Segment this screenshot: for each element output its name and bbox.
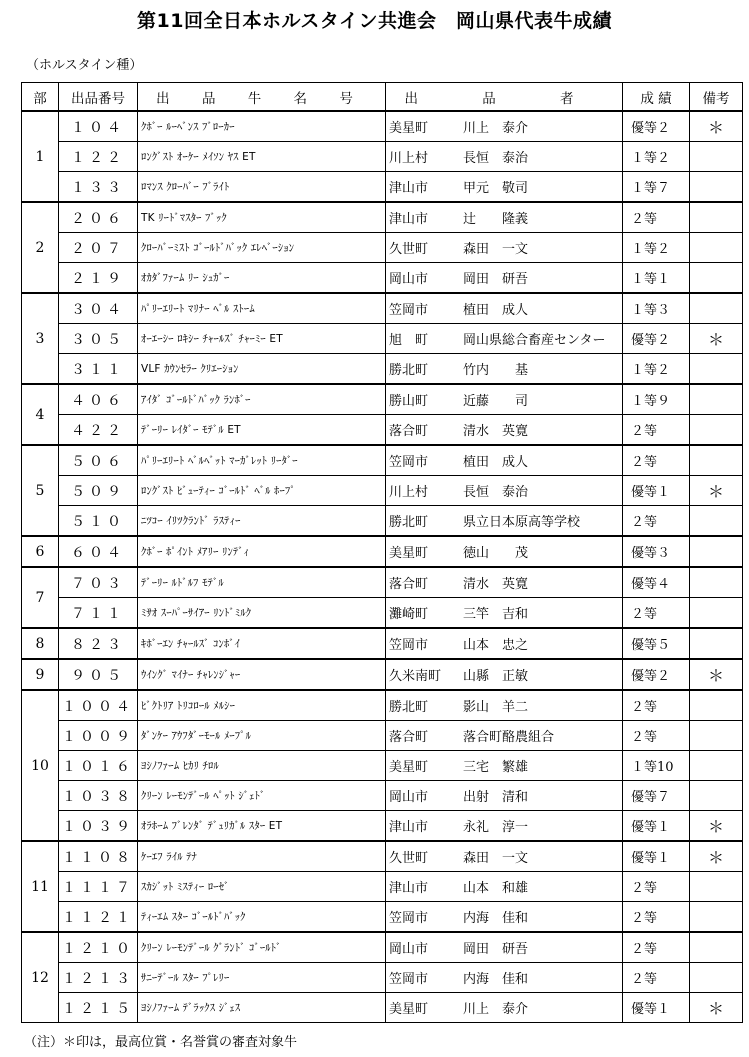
remarks-mark (690, 536, 743, 567)
cow-name: ﾊﾟﾘｰｴﾘｰﾄ ﾏﾘﾅｰ ﾍﾞﾙ ｽﾄｰﾑ (138, 293, 386, 324)
remarks-mark: ＊ (690, 659, 743, 690)
entry-number: １２１０ (59, 932, 138, 963)
entry-number: ７０３ (59, 567, 138, 598)
table-row (22, 142, 743, 172)
result: 優等４ (623, 567, 690, 598)
exhibitor-name: 川上 泰介 (463, 1002, 529, 1017)
exhibitor-town: 川上村 (389, 485, 429, 500)
exhibitor-name: 三竿 吉和 (463, 607, 529, 622)
exhibitor-name: 川上 泰介 (463, 121, 529, 136)
exhibitor-town: 落合町 (389, 730, 429, 745)
cow-name: ｸﾘｰﾝ ﾚｰﾓﾝﾃﾞｰﾙ ﾍﾟｯﾄ ｼﾞｪﾄﾞ (138, 781, 386, 811)
cow-name: ﾃﾞｰﾘｰ ﾙﾄﾞﾙﾌ ﾓﾃﾞﾙ (138, 567, 386, 598)
section-number: 6 (22, 536, 59, 567)
table-row (22, 384, 743, 415)
cow-name: ｻﾆｰﾃﾞｰﾙ ｽﾀｰ ﾌﾟﾚﾘｰ (138, 963, 386, 993)
remarks-mark (690, 963, 743, 993)
remarks-mark: ＊ (690, 476, 743, 506)
result: １等９ (623, 384, 690, 415)
entry-number: ５０６ (59, 445, 138, 476)
table-header-row (22, 83, 743, 112)
cow-name: ﾃｨｰｴﾑ ｽﾀｰ ｺﾞｰﾙﾄﾞﾊﾞｯｸ (138, 902, 386, 933)
entry-number: １０１６ (59, 751, 138, 781)
exhibitor-name: 甲元 敬司 (463, 181, 529, 196)
remarks-mark (690, 354, 743, 385)
exhibitor (386, 902, 623, 933)
exhibitor-town: 落合町 (389, 424, 429, 439)
section-number: 3 (22, 293, 59, 384)
remarks-mark (690, 567, 743, 598)
result: 優等７ (623, 781, 690, 811)
table-body (22, 111, 743, 1023)
cow-name: ﾛﾝｸﾞｽﾄ ﾋﾞｭｰﾃｨｰ ｺﾞｰﾙﾄﾞ ﾍﾞﾙ ﾎｰﾌﾟ (138, 476, 386, 506)
breed-subtitle: （ホルスタイン種） (26, 58, 143, 73)
entry-number: １２１５ (59, 993, 138, 1023)
result: １等２ (623, 233, 690, 263)
exhibitor-town: 美星町 (389, 760, 429, 775)
cow-name: ｸﾎﾞｰ ﾙｰﾍﾞﾝｽ ﾌﾞﾛｰｶｰ (138, 111, 386, 142)
result: ２等 (623, 872, 690, 902)
entry-number: １０４ (59, 111, 138, 142)
entry-number: ４０６ (59, 384, 138, 415)
result: 優等１ (623, 841, 690, 872)
remarks-mark: ＊ (690, 811, 743, 842)
section-number: 10 (22, 690, 59, 841)
exhibitor-name: 内海 佳和 (463, 911, 529, 926)
result: ２等 (623, 506, 690, 537)
remarks-mark (690, 445, 743, 476)
entry-number: ４２２ (59, 415, 138, 446)
exhibitor-name: 近藤 司 (463, 394, 529, 409)
table-row (22, 628, 743, 659)
exhibitor-name: 清水 英寛 (463, 424, 529, 439)
exhibitor (386, 324, 623, 354)
exhibitor (386, 751, 623, 781)
result: ２等 (623, 721, 690, 751)
remarks-mark (690, 781, 743, 811)
exhibitor (386, 721, 623, 751)
exhibitor-name: 長恒 泰治 (463, 151, 529, 166)
remarks-mark (690, 751, 743, 781)
cow-name: ﾛﾏﾝｽ ｸﾛｰﾊﾞｰ ﾌﾞﾗｲﾄ (138, 172, 386, 203)
table-row (22, 445, 743, 476)
table-row (22, 476, 743, 506)
remarks-mark (690, 628, 743, 659)
exhibitor (386, 628, 623, 659)
table-row (22, 202, 743, 233)
result: 優等２ (623, 659, 690, 690)
exhibitor-name: 岡山県総合畜産センター (463, 333, 606, 348)
table-row (22, 293, 743, 324)
exhibitor (386, 142, 623, 172)
exhibitor-name: 徳山 茂 (463, 546, 529, 561)
exhibitor (386, 872, 623, 902)
exhibitor (386, 598, 623, 629)
result: ２等 (623, 202, 690, 233)
exhibitor-name: 県立日本原高等学校 (463, 515, 581, 530)
exhibitor-name: 山本 和雄 (463, 881, 529, 896)
results-table (21, 82, 743, 1023)
cow-name: ｵｰｴｰｼｰ ﾛｷｼｰ ﾁｬｰﾙｽﾞ ﾁｬｰﾐｰ ET (138, 324, 386, 354)
remarks-mark (690, 263, 743, 294)
exhibitor-name: 山縣 正敏 (463, 669, 529, 684)
result: ２等 (623, 932, 690, 963)
entry-number: １００９ (59, 721, 138, 751)
exhibitor-town: 勝山町 (389, 394, 429, 409)
remarks-mark (690, 172, 743, 203)
exhibitor-name: 森田 一文 (463, 851, 529, 866)
entry-number: １２２ (59, 142, 138, 172)
exhibitor-name: 影山 羊二 (463, 700, 529, 715)
header-result: 成 績 (623, 83, 690, 112)
cow-name: ﾀﾞﾝｹｰ ｱｳﾌﾀﾞｰﾓｰﾙ ﾒｰﾌﾟﾙ (138, 721, 386, 751)
entry-number: １３３ (59, 172, 138, 203)
exhibitor (386, 506, 623, 537)
exhibitor (386, 567, 623, 598)
exhibitor-town: 久米南町 (389, 669, 442, 684)
remarks-mark (690, 872, 743, 902)
exhibitor-town: 笠岡市 (389, 303, 429, 318)
entry-number: １０３９ (59, 811, 138, 842)
exhibitor-town: 笠岡市 (389, 638, 429, 653)
exhibitor (386, 659, 623, 690)
exhibitor (386, 263, 623, 294)
table-row (22, 690, 743, 721)
exhibitor (386, 293, 623, 324)
table-row (22, 415, 743, 446)
exhibitor-name: 出射 清和 (463, 790, 529, 805)
cow-name: ﾃﾞｰﾘｰ ﾚｲﾀﾞｰ ﾓﾃﾞﾙ ET (138, 415, 386, 446)
entry-number: ５０９ (59, 476, 138, 506)
exhibitor-town: 久世町 (389, 851, 429, 866)
table-row (22, 659, 743, 690)
exhibitor-name: 三宅 繁雄 (463, 760, 529, 775)
result: 優等２ (623, 324, 690, 354)
exhibitor-town: 岡山市 (389, 942, 429, 957)
exhibitor-town: 笠岡市 (389, 911, 429, 926)
exhibitor-town: 岡山市 (389, 790, 429, 805)
exhibitor (386, 963, 623, 993)
exhibitor-town: 勝北町 (389, 363, 429, 378)
remarks-mark (690, 506, 743, 537)
exhibitor (386, 536, 623, 567)
table-row (22, 781, 743, 811)
entry-number: １１２１ (59, 902, 138, 933)
result: １等10 (623, 751, 690, 781)
exhibitor-town: 勝北町 (389, 700, 429, 715)
header-entry-number: 出品番号 (59, 83, 138, 112)
exhibitor-name: 植田 成人 (463, 455, 529, 470)
result: １等７ (623, 172, 690, 203)
result: １等２ (623, 354, 690, 385)
remarks-mark (690, 598, 743, 629)
result: ２等 (623, 415, 690, 446)
cow-name: ｸﾛｰﾊﾞｰﾐｽﾄ ｺﾞｰﾙﾄﾞﾊﾞｯｸ ｴﾚﾍﾞｰｼｮﾝ (138, 233, 386, 263)
exhibitor-name: 山本 忠之 (463, 638, 529, 653)
exhibitor (386, 932, 623, 963)
result: 優等１ (623, 993, 690, 1023)
remarks-mark (690, 932, 743, 963)
footnote: （注）＊印は，最高位賞・名誉賞の審査対象牛 (24, 1035, 298, 1050)
entry-number: １００４ (59, 690, 138, 721)
section-number: 11 (22, 841, 59, 932)
header-remarks: 備考 (690, 83, 743, 112)
table-row (22, 567, 743, 598)
exhibitor-name: 森田 一文 (463, 242, 529, 257)
exhibitor-town: 勝北町 (389, 515, 429, 530)
exhibitor-town: 津山市 (389, 881, 429, 896)
exhibitor (386, 233, 623, 263)
exhibitor (386, 690, 623, 721)
exhibitor-town: 川上村 (389, 151, 429, 166)
exhibitor-town: 岡山市 (389, 272, 429, 287)
exhibitor (386, 384, 623, 415)
cow-name: ｸﾘｰﾝ ﾚｰﾓﾝﾃﾞｰﾙ ｸﾞﾗﾝﾄﾞ ｺﾞｰﾙﾄﾞ (138, 932, 386, 963)
remarks-mark (690, 415, 743, 446)
remarks-mark (690, 142, 743, 172)
header-bu: 部 (22, 83, 59, 112)
cow-name: ｸﾎﾞｰ ﾎﾟｲﾝﾄ ﾒｱﾘｰ ﾘﾝﾃﾞｨ (138, 536, 386, 567)
exhibitor-town: 落合町 (389, 577, 429, 592)
remarks-mark (690, 721, 743, 751)
entry-number: １０３８ (59, 781, 138, 811)
exhibitor (386, 445, 623, 476)
entry-number: ５１０ (59, 506, 138, 537)
exhibitor-name: 落合町酪農組合 (463, 730, 555, 745)
table-row (22, 506, 743, 537)
exhibitor (386, 811, 623, 842)
result: ２等 (623, 690, 690, 721)
cow-name: ｳｲﾝｸﾞ ﾏｲﾅｰ ﾁｬﾚﾝｼﾞｬｰ (138, 659, 386, 690)
entry-number: １２１３ (59, 963, 138, 993)
section-number: 9 (22, 659, 59, 690)
table-row (22, 111, 743, 142)
cow-name: ﾛﾝｸﾞｽﾄ ｵｰｹｰ ﾒｲｿﾝ ﾔｽ ET (138, 142, 386, 172)
entry-number: １１１７ (59, 872, 138, 902)
entry-number: ２０６ (59, 202, 138, 233)
table-row (22, 963, 743, 993)
result: 優等２ (623, 111, 690, 142)
exhibitor-name: 長恒 泰治 (463, 485, 529, 500)
cow-name: ﾆﾂｺｰ ｲﾘﾂｸﾗﾝﾄﾞ ﾗｽﾃｨｰ (138, 506, 386, 537)
section-number: 2 (22, 202, 59, 293)
table-row (22, 902, 743, 933)
exhibitor-town: 笠岡市 (389, 455, 429, 470)
remarks-mark: ＊ (690, 324, 743, 354)
remarks-mark: ＊ (690, 111, 743, 142)
entry-number: ８２３ (59, 628, 138, 659)
exhibitor (386, 354, 623, 385)
section-number: 7 (22, 567, 59, 628)
entry-number: ２１９ (59, 263, 138, 294)
result: １等３ (623, 293, 690, 324)
exhibitor (386, 781, 623, 811)
table-row (22, 993, 743, 1023)
page-title: 第11回全日本ホルスタイン共進会 岡山県代表牛成績 (137, 10, 612, 32)
result: １等１ (623, 263, 690, 294)
remarks-mark (690, 690, 743, 721)
entry-number: ３０４ (59, 293, 138, 324)
exhibitor-name: 辻 隆義 (463, 212, 529, 227)
exhibitor-name: 内海 佳和 (463, 972, 529, 987)
exhibitor-name: 岡田 研吾 (463, 942, 529, 957)
remarks-mark (690, 384, 743, 415)
table-row (22, 233, 743, 263)
exhibitor-town: 旭 町 (389, 333, 429, 348)
table-row (22, 841, 743, 872)
exhibitor-name: 清水 英寛 (463, 577, 529, 592)
section-number: 8 (22, 628, 59, 659)
cow-name: ｱｲﾀﾞ ｺﾞｰﾙﾄﾞﾊﾞｯｸ ﾗﾝﾎﾞｰ (138, 384, 386, 415)
cow-name: ﾊﾟﾘｰｴﾘｰﾄ ﾍﾞﾙﾍﾞｯﾄ ﾏｰｶﾞﾚｯﾄ ﾘｰﾀﾞｰ (138, 445, 386, 476)
exhibitor-town: 久世町 (389, 242, 429, 257)
cow-name: ﾖｼﾉﾌｧｰﾑ ﾃﾞﾗｯｸｽ ｼﾞｪｽ (138, 993, 386, 1023)
remarks-mark (690, 202, 743, 233)
exhibitor-name: 竹内 基 (463, 363, 529, 378)
remarks-mark (690, 233, 743, 263)
entry-number: ２０７ (59, 233, 138, 263)
exhibitor (386, 841, 623, 872)
table-row (22, 354, 743, 385)
table-row (22, 932, 743, 963)
result: ２等 (623, 598, 690, 629)
cow-name: ｽｶｼﾞｯﾄ ﾐｽﾃｨｰ ﾛｰｾﾞ (138, 872, 386, 902)
header-exhibitor: 出 品 者 (386, 83, 623, 112)
table-row (22, 172, 743, 203)
table-row (22, 598, 743, 629)
exhibitor-town: 美星町 (389, 1002, 429, 1017)
exhibitor-town: 美星町 (389, 546, 429, 561)
cow-name: TK ﾘｰﾄﾞﾏｽﾀｰ ﾌﾞｯｸ (138, 202, 386, 233)
entry-number: ３１１ (59, 354, 138, 385)
entry-number: １１０８ (59, 841, 138, 872)
result: 優等３ (623, 536, 690, 567)
section-number: 1 (22, 111, 59, 202)
cow-name: ﾋﾞｸﾄﾘｱ ﾄﾘｺﾛｰﾙ ﾒﾙｼｰ (138, 690, 386, 721)
table-row (22, 263, 743, 294)
remarks-mark: ＊ (690, 993, 743, 1023)
table-row (22, 872, 743, 902)
result: １等２ (623, 142, 690, 172)
table-row (22, 751, 743, 781)
table-row (22, 721, 743, 751)
table-row (22, 324, 743, 354)
table-row (22, 811, 743, 842)
result: ２等 (623, 902, 690, 933)
cow-name: ｹｰｴﾌ ﾗｲﾙ ﾃﾅ (138, 841, 386, 872)
section-number: 12 (22, 932, 59, 1023)
exhibitor (386, 172, 623, 203)
remarks-mark: ＊ (690, 841, 743, 872)
exhibitor-town: 美星町 (389, 121, 429, 136)
section-number: 4 (22, 384, 59, 445)
cow-name: ﾐｻｵ ｽｰﾊﾟｰｻｲｱｰ ﾘﾝﾄﾞﾐﾙｸ (138, 598, 386, 629)
result: ２等 (623, 963, 690, 993)
exhibitor-name: 岡田 研吾 (463, 272, 529, 287)
cow-name: ﾖｼﾉﾌｧｰﾑ ﾋｶﾘ ﾁﾛﾙ (138, 751, 386, 781)
exhibitor-name: 永礼 淳一 (463, 820, 529, 835)
section-number: 5 (22, 445, 59, 536)
exhibitor (386, 993, 623, 1023)
entry-number: ７１１ (59, 598, 138, 629)
result: ２等 (623, 445, 690, 476)
cow-name: ｵｶﾀﾞﾌｧｰﾑ ﾘｰ ｼｭｶﾞｰ (138, 263, 386, 294)
result: 優等５ (623, 628, 690, 659)
result: 優等１ (623, 476, 690, 506)
exhibitor (386, 476, 623, 506)
table-row (22, 536, 743, 567)
exhibitor-town: 津山市 (389, 820, 429, 835)
entry-number: ３０５ (59, 324, 138, 354)
cow-name: ｵﾗﾎｰﾑ ﾌﾞﾚﾝﾀﾞ ﾃﾞｭﾘｶﾞﾙ ｽﾀｰ ET (138, 811, 386, 842)
exhibitor-town: 灘崎町 (389, 607, 429, 622)
exhibitor-name: 植田 成人 (463, 303, 529, 318)
exhibitor-town: 笠岡市 (389, 972, 429, 987)
exhibitor-town: 津山市 (389, 212, 429, 227)
header-cow-name: 出 品 牛 名 号 (138, 83, 386, 112)
remarks-mark (690, 293, 743, 324)
entry-number: ９０５ (59, 659, 138, 690)
result: 優等１ (623, 811, 690, 842)
entry-number: ６０４ (59, 536, 138, 567)
remarks-mark (690, 902, 743, 933)
exhibitor-town: 津山市 (389, 181, 429, 196)
exhibitor (386, 111, 623, 142)
exhibitor (386, 415, 623, 446)
cow-name: ｷﾎﾞｰｴﾝ ﾁｬｰﾙｽﾞ ｺﾝﾎﾞｲ (138, 628, 386, 659)
exhibitor (386, 202, 623, 233)
cow-name: VLF ｶｳﾝｾﾗｰ ｸﾘｴｰｼｮﾝ (138, 354, 386, 385)
